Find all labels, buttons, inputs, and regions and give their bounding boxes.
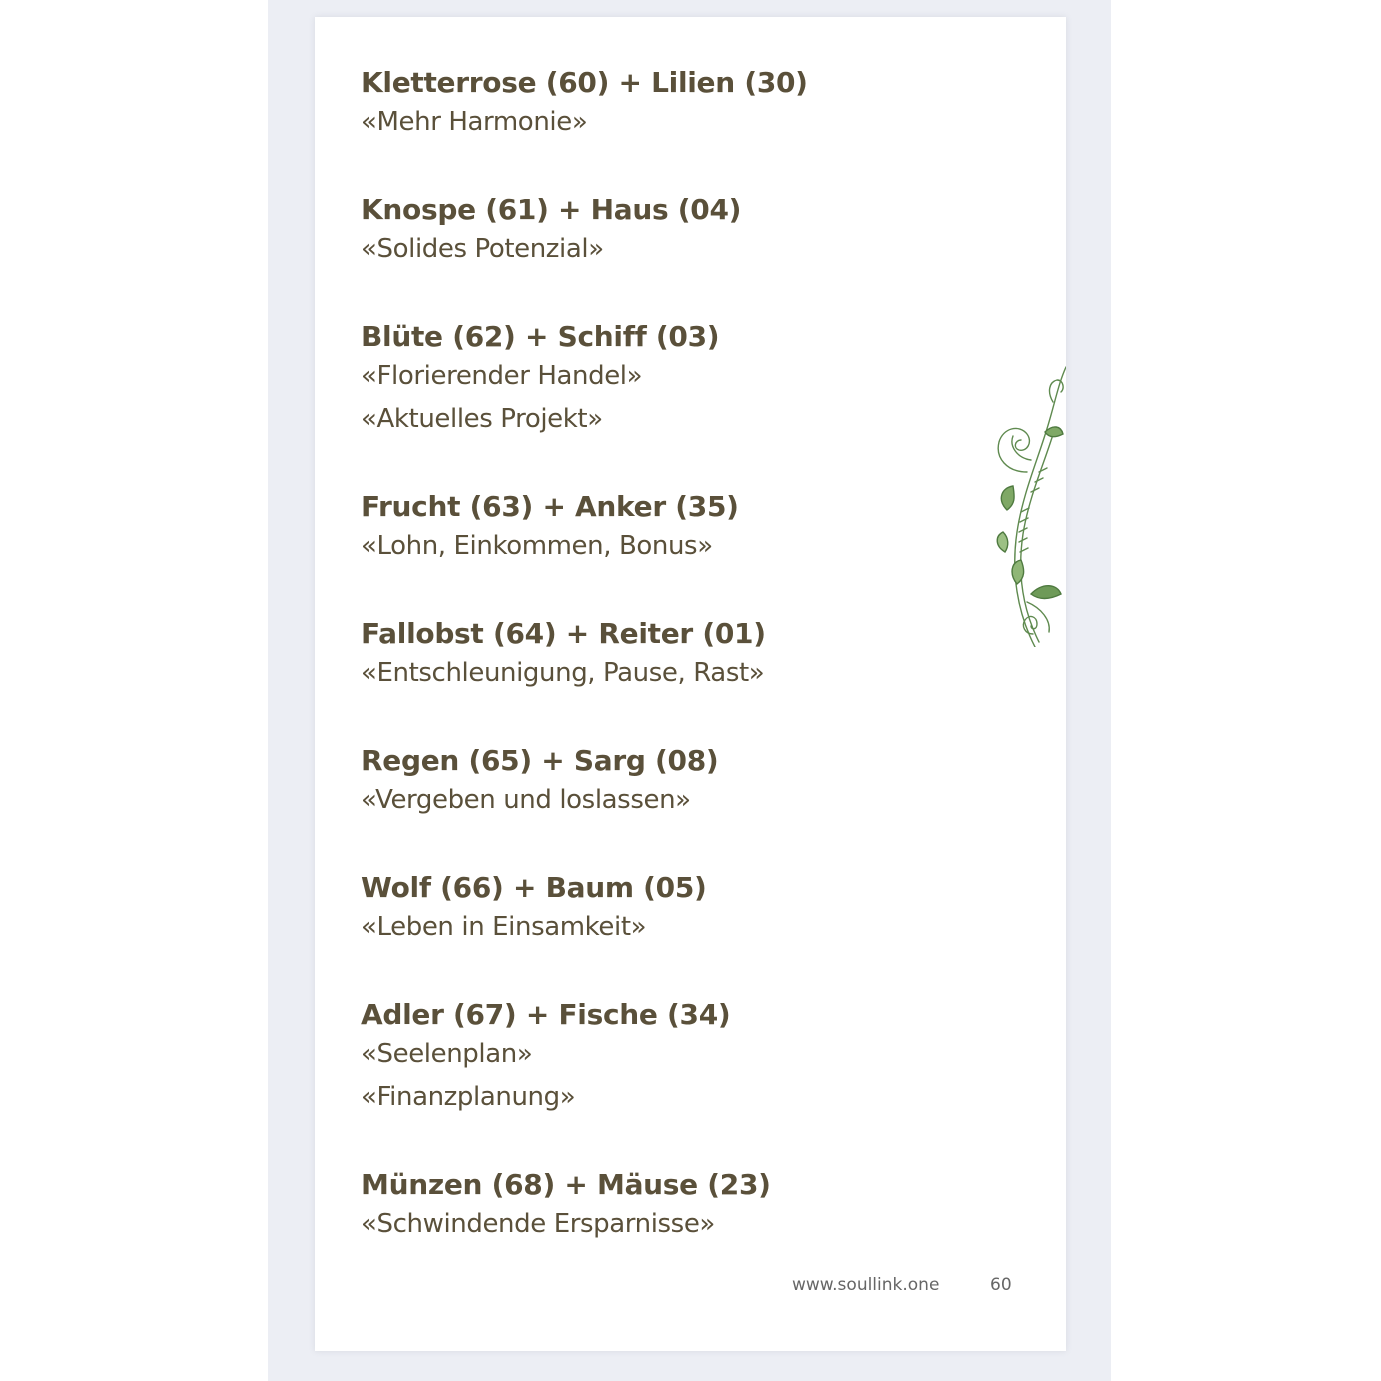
entry-title: Wolf (66) + Baum (05): [361, 871, 707, 904]
entry-line: «Leben in Einsamkeit»: [361, 912, 647, 942]
entry-6: [361, 743, 1001, 822]
entry-line: «Florierender Handel»: [361, 361, 643, 391]
entry-title: Kletterrose (60) + Lilien (30): [361, 66, 808, 99]
entry-line: «Finanzplanung»: [361, 1082, 576, 1112]
entry-title: Knospe (61) + Haus (04): [361, 193, 742, 226]
entry-line: «Seelenplan»: [361, 1039, 533, 1069]
entry-line: «Solides Potenzial»: [361, 234, 604, 264]
entry-9: [361, 1167, 1001, 1246]
entry-line: «Vergeben und loslassen»: [361, 785, 691, 815]
entry-title: Münzen (68) + Mäuse (23): [361, 1168, 771, 1201]
entry-line: «Lohn, Einkommen, Bonus»: [361, 531, 713, 561]
document-page: [315, 17, 1066, 1351]
entry-line: «Schwindende Ersparnisse»: [361, 1209, 715, 1239]
entry-8: [361, 997, 1001, 1119]
entry-1: [361, 65, 1001, 144]
entry-line: «Mehr Harmonie»: [361, 107, 588, 137]
entry-title: Fallobst (64) + Reiter (01): [361, 617, 766, 650]
entry-line: «Aktuelles Projekt»: [361, 404, 603, 434]
entry-5: [361, 616, 1001, 695]
entry-4: [361, 489, 1001, 568]
entry-title: Blüte (62) + Schiff (03): [361, 320, 720, 353]
entry-line: «Entschleunigung, Pause, Rast»: [361, 658, 765, 688]
entry-7: [361, 870, 1001, 949]
floral-vine-icon: [987, 362, 1066, 647]
entry-3: [361, 319, 1001, 441]
entry-title: Frucht (63) + Anker (35): [361, 490, 739, 523]
footer-url: www.soullink.one: [792, 1275, 940, 1295]
entry-title: Regen (65) + Sarg (08): [361, 744, 719, 777]
entry-title: Adler (67) + Fische (34): [361, 998, 731, 1031]
entry-2: [361, 192, 1001, 271]
page-number: 60: [990, 1275, 1012, 1295]
